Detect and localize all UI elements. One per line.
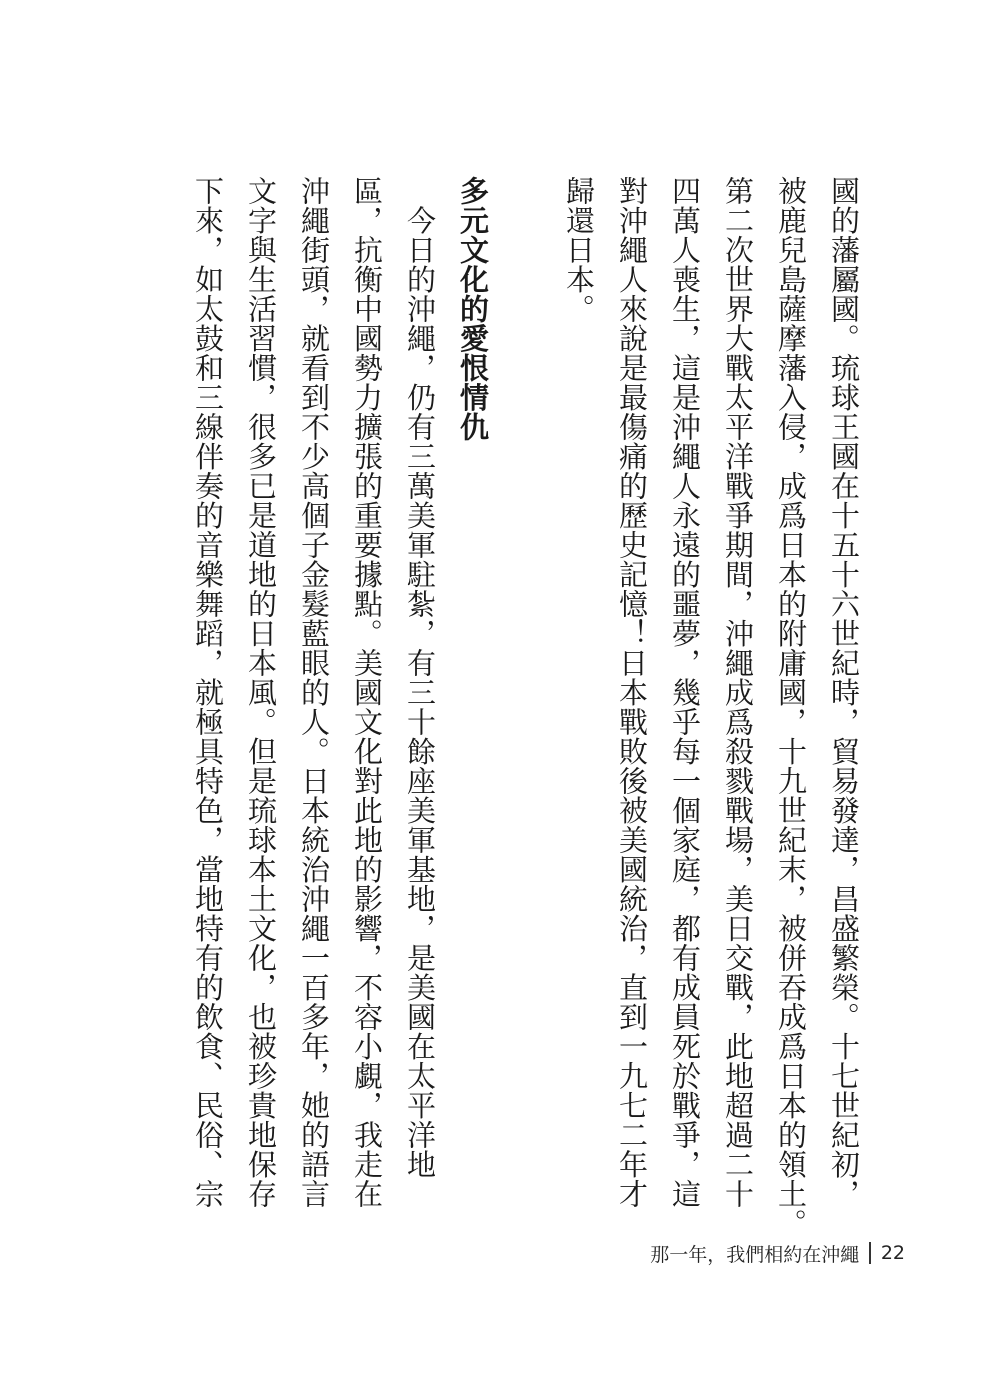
text-line: 對沖繩人來說是最傷痛的歷史記憶！日本戰敗後被美國統治，直到一九七二年才 bbox=[615, 176, 649, 1209]
vertical-text-body bbox=[181, 176, 870, 1238]
text-line: 文字與生活習慣，很多已是道地的日本風。但是琉球本土文化，也被珍貴地保存 bbox=[244, 176, 278, 1209]
text-line: 第二次世界大戰太平洋戰爭期間，沖繩成爲殺戮戰場，美日交戰，此地超過二十 bbox=[721, 176, 755, 1209]
text-line: 今日的沖繩，仍有三萬美軍駐紮，有三十餘座美軍基地，是美國在太平洋地 bbox=[403, 176, 437, 1179]
text-line: 被鹿兒島薩摩藩入侵，成爲日本的附庸國，十九世紀末，被併吞成爲日本的領土。 bbox=[774, 176, 808, 1238]
footer-divider bbox=[869, 1242, 871, 1264]
paragraph-gap bbox=[499, 176, 552, 1176]
section-heading: 多元文化的愛恨情仇 bbox=[456, 176, 490, 442]
text-line: 國的藩屬國。琉球王國在十五十六世紀時，貿易發達，昌盛繁榮。十七世紀初， bbox=[827, 176, 861, 1209]
footer-book-title: 那一年，我們相約在沖繩 bbox=[650, 1243, 860, 1266]
text-line: 下來，如太鼓和三線伴奏的音樂舞蹈，就極具特色，當地特有的飲食、民俗、宗 bbox=[191, 176, 225, 1209]
text-line: 區，抗衡中國勢力擴張的重要據點。美國文化對此地的影響，不容小覷，我走在 bbox=[350, 176, 384, 1209]
text-line: 沖繩街頭，就看到不少高個子金髮藍眼的人。日本統治沖繩一百多年，她的語言 bbox=[297, 176, 331, 1209]
text-line: 歸還日本。 bbox=[562, 176, 596, 324]
page-number: 22 bbox=[880, 1242, 905, 1264]
text-line: 四萬人喪生，這是沖繩人永遠的噩夢，幾乎每一個家庭，都有成員死於戰爭，這 bbox=[668, 176, 702, 1209]
page-footer bbox=[650, 1238, 905, 1268]
